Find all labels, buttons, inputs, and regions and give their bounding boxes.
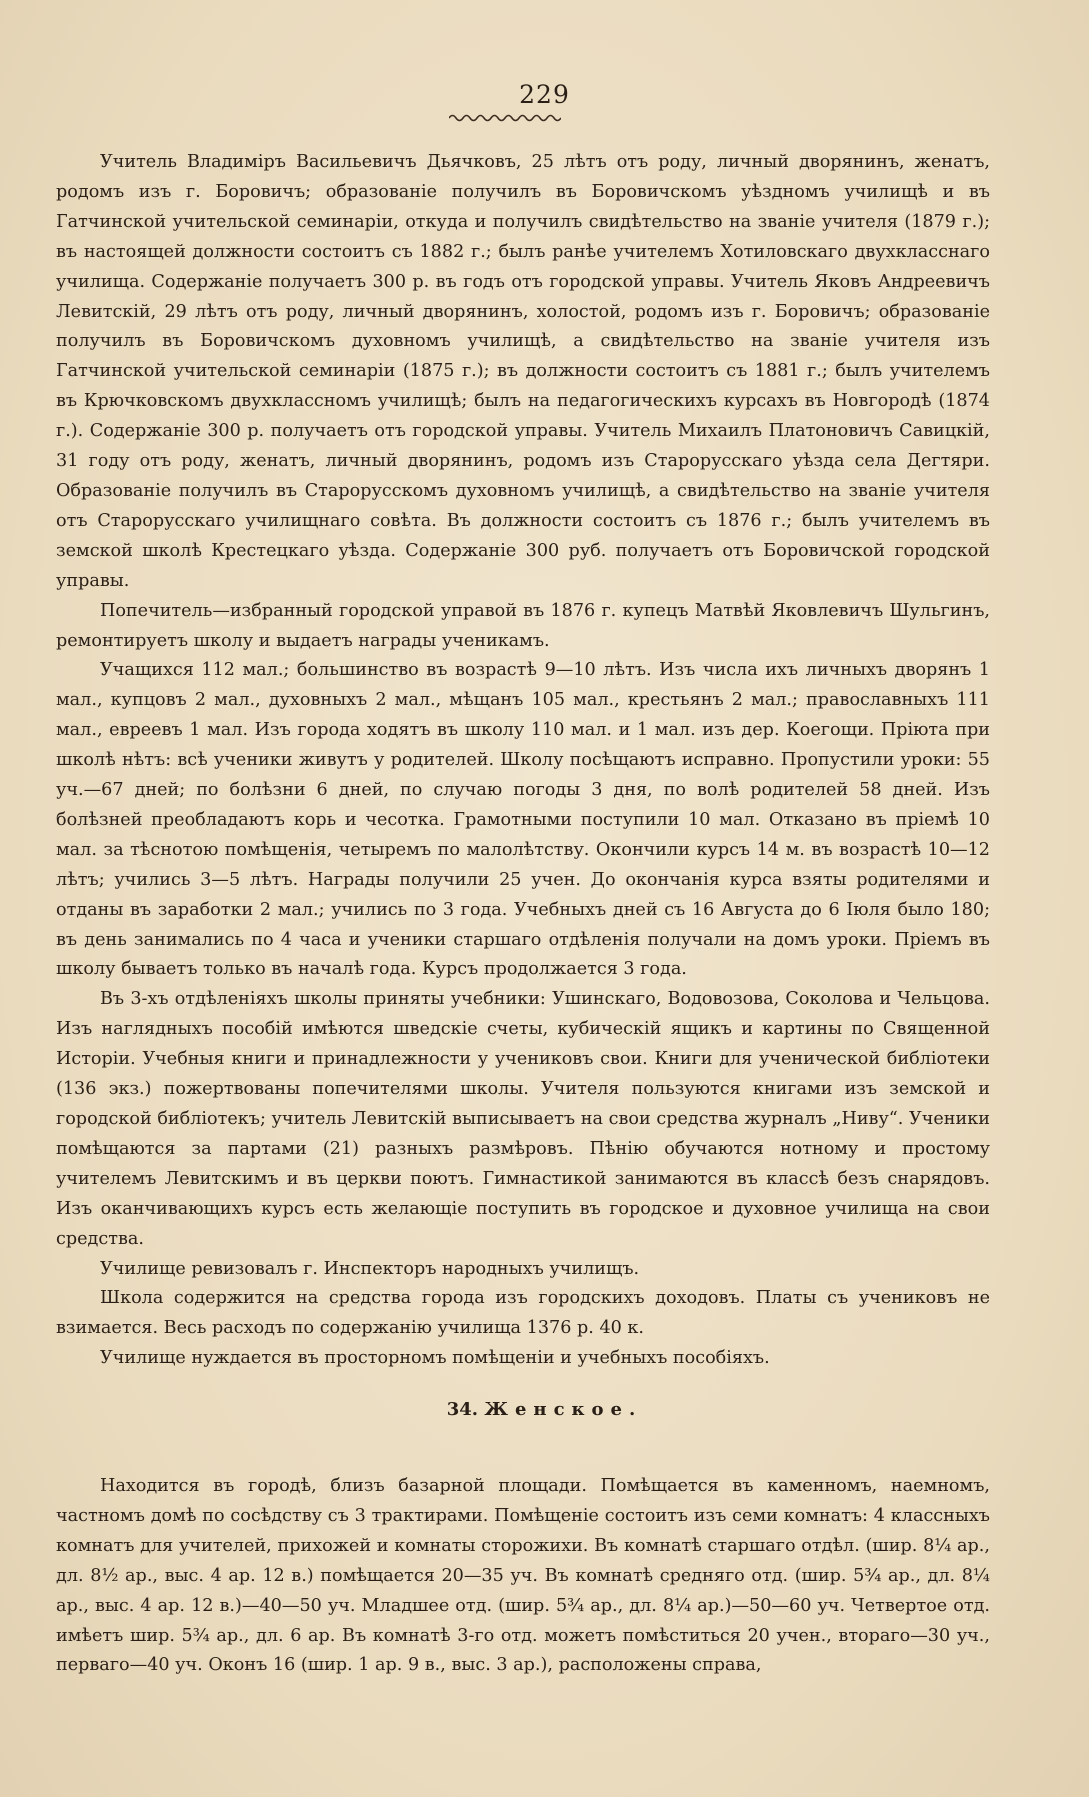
paragraph-funding: Школа содержится на средства города изъ городскихъ доходовъ. Платы съ учениковъ не взимается. Весь расходъ по содержанію училища 1376 р. 40 к.: [56, 1288, 990, 1339]
section-number: 34.: [446, 1399, 479, 1420]
paragraph-premises: Находится въ городѣ, близъ базарной площади. Помѣщается въ каменномъ, наемномъ, частномъ домѣ по сосѣдству съ 3 трактирами. Помѣщеніе состоитъ изъ семи комнатъ: 4 классныхъ комнатъ для учителей, прихожей и комнаты сторожихи. Въ комнатѣ старшаго отдѣл. (шир. 8¼ ар., дл. 8½ ар., выс. 4 ар. 12 в.) помѣщается 20—35 уч. Въ комнатѣ средняго отд. (шир. 5¾ ар., дл. 8¼ ар., выс. 4 ар. 12 в.)—40—50 уч. Младшее отд. (шир. 5¾ ар., дл. 8¼ ар.)—50—60 уч. Четвертое отд. имѣетъ шир. 5¾ ар., дл. 6 ар. Въ комнатѣ 3-го отд. можетъ помѣститься 20 учен., втораго—30 уч., перваго—40 уч. Оконъ 16 (шир. 1 ар. 9 в., выс. 3 ар.), расположены справа,: [56, 1476, 990, 1676]
paragraph-textbooks: Въ 3-хъ отдѣленіяхъ школы приняты учебники: Ушинскаго, Водовозова, Соколова и Чельцова. Изъ наглядныхъ пособій имѣются шведскіе счеты, кубическій ящикъ и картины по Священной Исторіи. Учебныя книги и принадлежности у учениковъ свои. Книги для ученической библіотеки (136 экз.) пожертвованы попечителями школы. Учителя пользуются книгами изъ земской и городской библіотекъ; учитель Левитскій выписываетъ на свои средства журналъ „Ниву“. Ученики помѣщаются за партами (21) разныхъ размѣровъ. Пѣнію обучаются нотному и простому учителемъ Левитскимъ и въ церкви поютъ. Гимнастикой занимаются въ классѣ безъ снарядовъ. Изъ оканчивающихъ курсъ есть желающіе поступить въ городское и духовное училища на свои средства.: [56, 989, 990, 1249]
text-block-bottom: [56, 1472, 990, 1681]
paragraph-inspection: Училище ревизовалъ г. Инспекторъ народныхъ училищъ.: [100, 1258, 640, 1279]
decorative-wave-rule: [449, 112, 561, 124]
section-heading: [0, 1399, 1089, 1420]
page-number: 229: [519, 80, 570, 109]
paragraph-needs: Училище нуждается въ просторномъ помѣщеніи и учебныхъ пособіяхъ.: [100, 1348, 770, 1369]
section-title: Женское.: [484, 1399, 643, 1420]
text-block-top: [56, 148, 990, 1374]
paragraph-pupils: Учащихся 112 мал.; большинство въ возрастѣ 9—10 лѣтъ. Изъ числа ихъ личныхъ дворянъ 1 мал., купцовъ 2 мал., духовныхъ 2 мал., мѣщанъ 105 мал., крестьянъ 2 мал.; православныхъ 111 мал., евреевъ 1 мал. Изъ города ходятъ въ школу 110 мал. и 1 мал. изъ дер. Коегощи. Пріюта при школѣ нѣтъ: всѣ ученики живутъ у родителей. Школу посѣщаютъ исправно. Пропустили уроки: 55 уч.—67 дней; по болѣзни 6 дней, по случаю погоды 3 дня, по волѣ родителей 58 дней. Изъ болѣзней преобладаютъ корь и чесотка. Грамотными поступили 10 мал. Отказано въ пріемѣ 10 мал. за тѣснотою помѣщенія, четыремъ по малолѣтству. Окончили курсъ 14 м. въ возрастѣ 10—12 лѣтъ; учились 3—5 лѣтъ. Награды получили 25 учен. До окончанія курса взяты родителями и отданы въ заработки 2 мал.; учились по 3 года. Учебныхъ дней съ 16 Августа до 6 Іюля было 180; въ день занимались по 4 часа и ученики старшаго отдѣленія получали на домъ уроки. Пріемъ въ школу бываетъ только въ началѣ года. Курсъ продолжается 3 года.: [56, 660, 990, 980]
paragraph-trustee: Попечитель—избранный городской управой въ 1876 г. купецъ Матвѣй Яковлевичъ Шульгинъ, ремонтируетъ школу и выдаетъ награды ученикамъ.: [56, 600, 990, 651]
paragraph-teachers: Учитель Владиміръ Васильевичъ Дьячковъ, 25 лѣтъ отъ роду, личный дворянинъ, женатъ, родомъ изъ г. Боровичъ; образованіе получилъ въ Боровичскомъ уѣздномъ училищѣ и въ Гатчинской учительской семинаріи, откуда и получилъ свидѣтельство на званіе учителя (1879 г.); въ настоящей должности состоитъ съ 1882 г.; былъ ранѣе учителемъ Хотиловскаго двухкласснаго училища. Содержаніе получаетъ 300 р. въ годъ отъ городской управы. Учитель Яковъ Андреевичъ Левитскій, 29 лѣтъ отъ роду, личный дворянинъ, холостой, родомъ изъ г. Боровичъ; образованіе получилъ въ Боровичскомъ духовномъ училищѣ, а свидѣтельство на званіе учителя изъ Гатчинской учительской семинаріи (1875 г.); въ должности состоитъ съ 1881 г.; былъ учителемъ въ Крючковскомъ двухклассномъ училищѣ; былъ на педагогическихъ курсахъ въ Новгородѣ (1874 г.). Содержаніе 300 р. получаетъ отъ городской управы. Учитель Михаилъ Платоновичъ Савицкій, 31 году отъ роду, женатъ, личный дворянинъ, родомъ изъ Старорусскаго уѣзда села Дегтяри. Образованіе получилъ въ Старорусскомъ духовномъ училищѣ, а свидѣтельство на званіе учителя отъ Старорусскаго училищнаго совѣта. Въ должности состоитъ съ 1876 г.; былъ учителемъ въ земской школѣ Крестецкаго уѣзда. Содержаніе 300 руб. получаетъ отъ Боровичской городской управы.: [56, 152, 990, 591]
